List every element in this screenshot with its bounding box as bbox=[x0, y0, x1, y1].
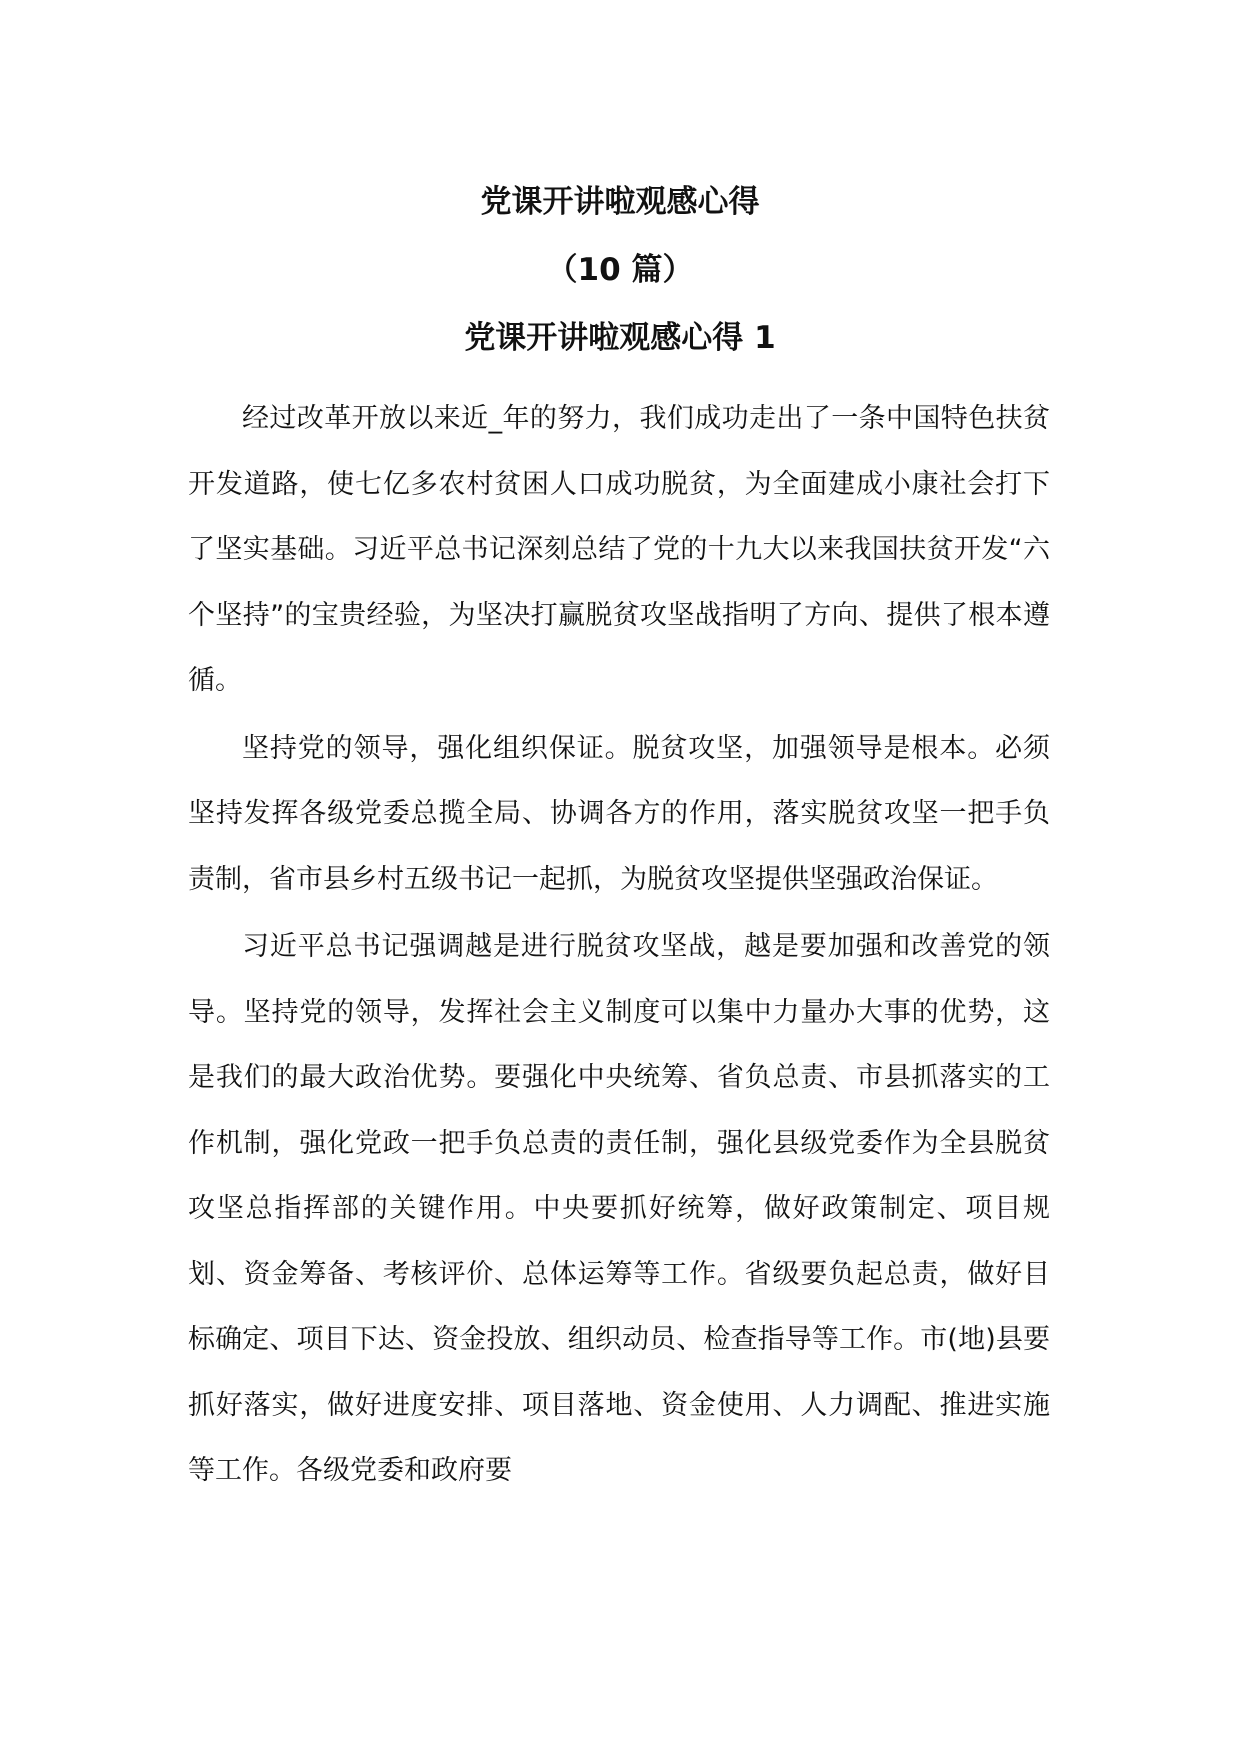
document-subtitle: （10 篇） bbox=[546, 252, 694, 288]
document-title: 党课开讲啦观感心得 bbox=[480, 184, 760, 220]
document-body bbox=[188, 386, 1050, 1506]
paragraph: 经过改革开放以来近_年的努力，我们成功走出了一条中国特色扶贫开发道路，使七亿多农村贫困人口成功脱贫，为全面建成小康社会打下了坚实基础。习近平总书记深刻总结了党的十九大以来我国扶贫开发“六个坚持”的宝贵经验，为坚决打赢脱贫攻坚战指明了方向、提供了根本遵循。 bbox=[188, 403, 1050, 696]
paragraph: 坚持党的领导，强化组织保证。脱贫攻坚，加强领导是根本。必须坚持发挥各级党委总揽全局、协调各方的作用，落实脱贫攻坚一把手负责制，省市县乡村五级书记一起抓，为脱贫攻坚提供坚强政治保证。 bbox=[188, 732, 1050, 895]
section-title: 党课开讲啦观感心得 1 bbox=[464, 320, 776, 356]
paragraph: 习近平总书记强调越是进行脱贫攻坚战，越是要加强和改善党的领导。坚持党的领导，发挥社会主义制度可以集中力量办大事的优势，这是我们的最大政治优势。要强化中央统筹、省负总责、市县抓落实的工作机制，强化党政一把手负总责的责任制，强化县级党委作为全县脱贫攻坚总指挥部的关键作用。中央要抓好统筹，做好政策制定、项目规划、资金筹备、考核评价、总体运筹等工作。省级要负起总责，做好目标确定、项目下达、资金投放、组织动员、检查指导等工作。市(地)县要抓好落实，做好进度安排、项目落地、资金使用、人力调配、推进实施等工作。各级党委和政府要 bbox=[188, 931, 1050, 1486]
